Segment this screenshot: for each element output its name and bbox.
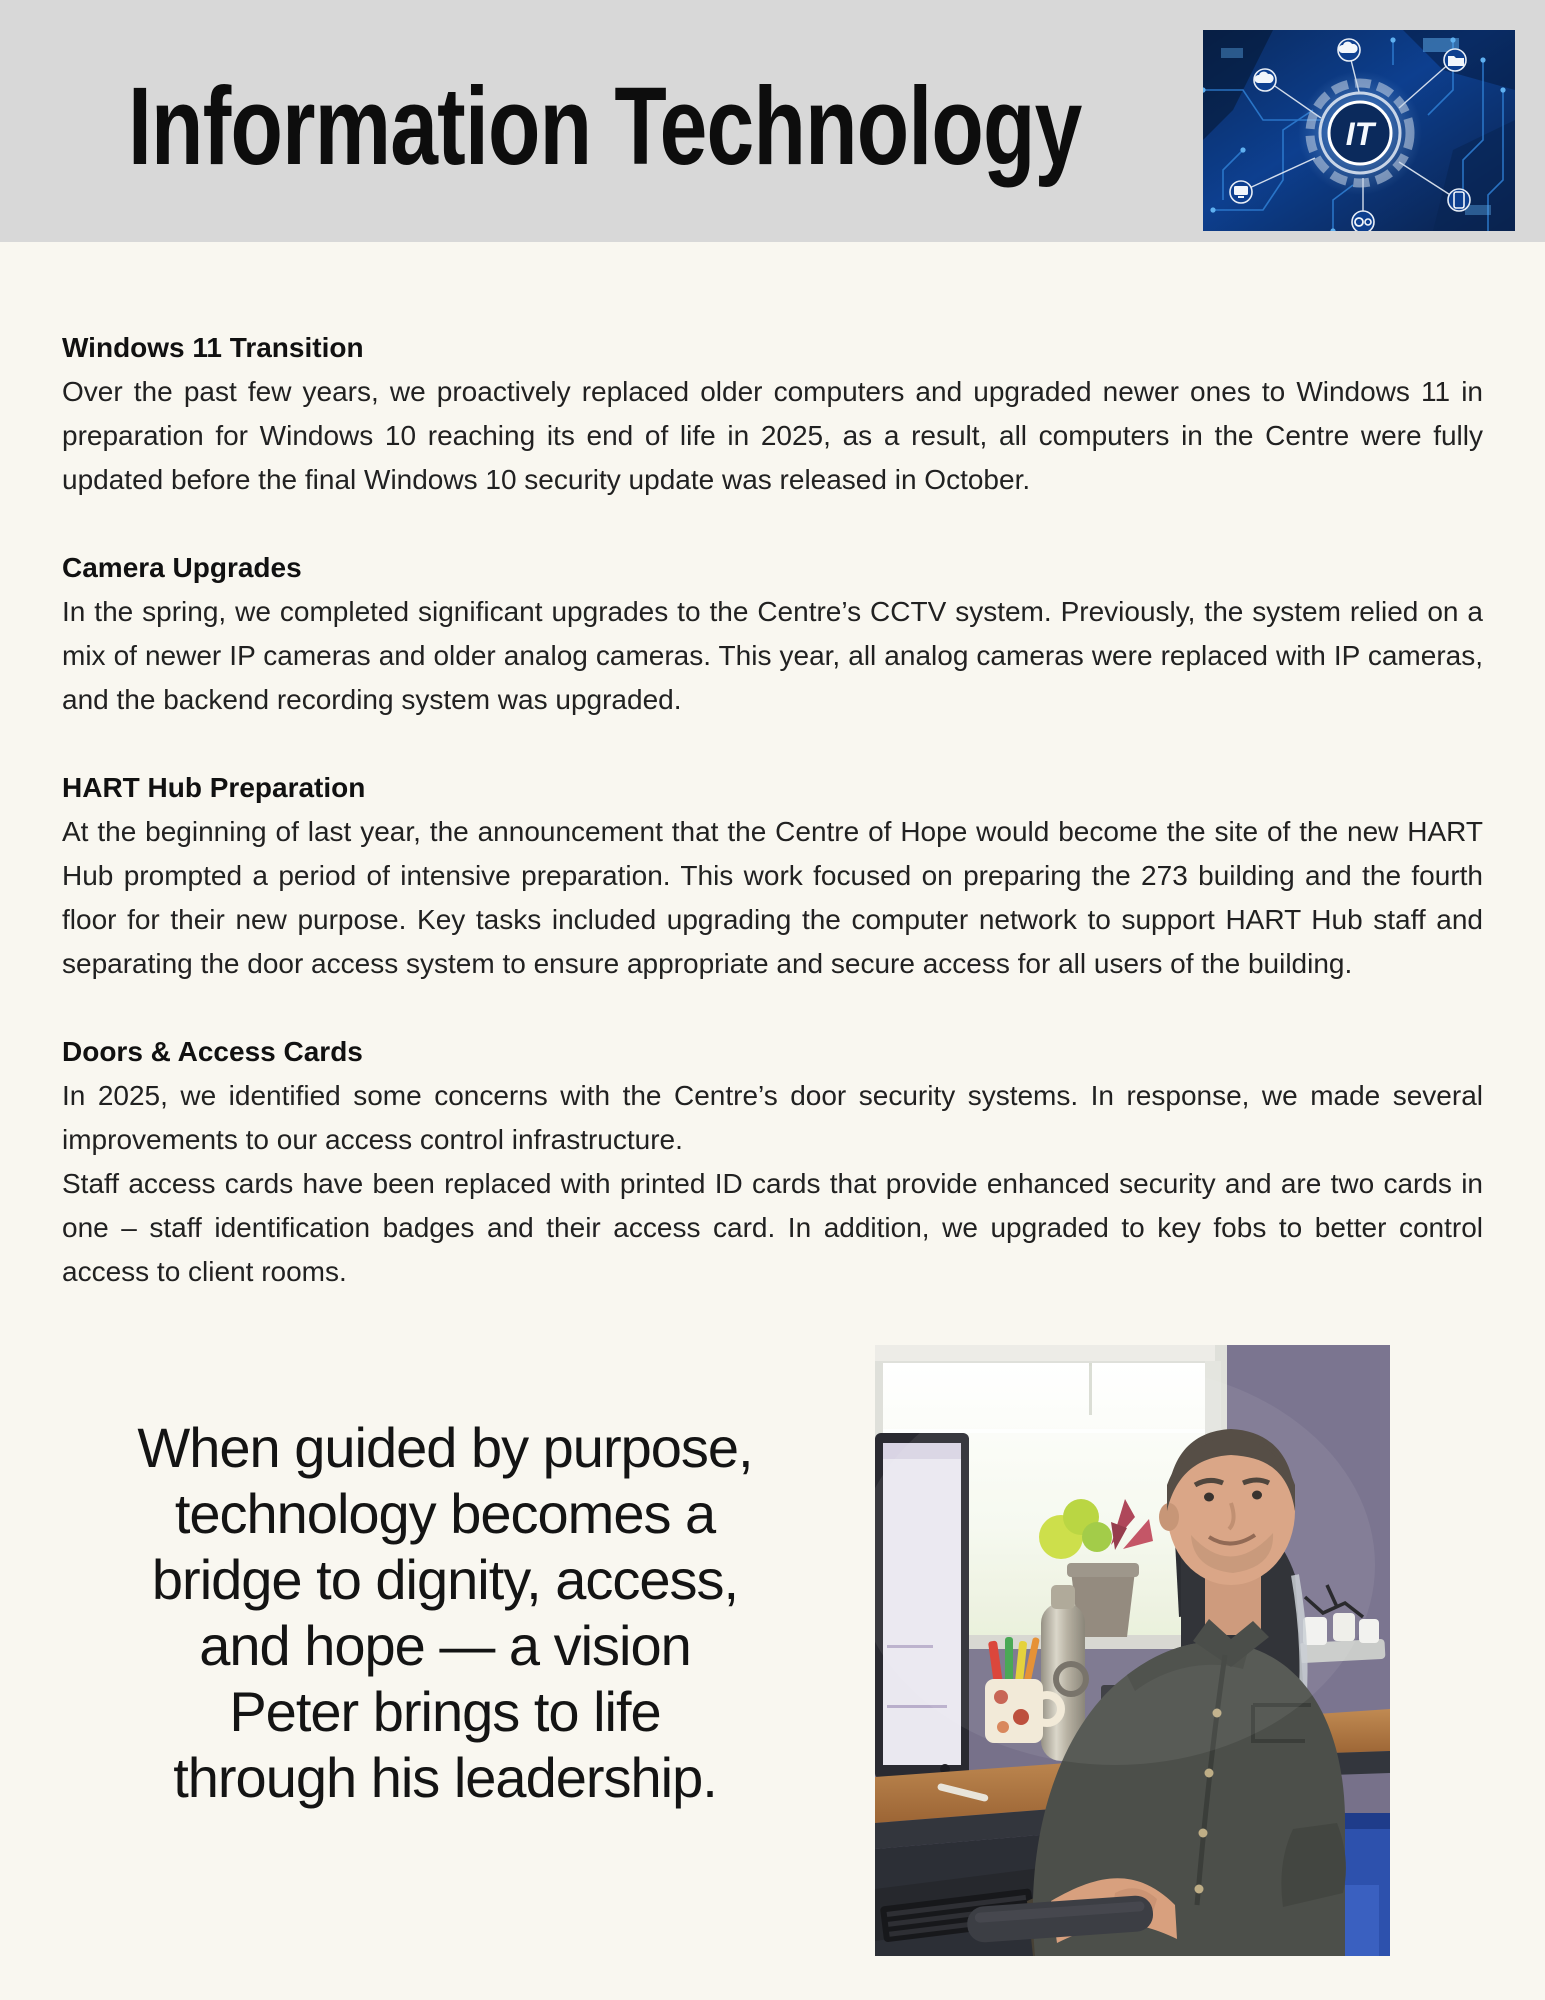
pull-quote xyxy=(65,1415,825,1811)
page-title: Information Technology xyxy=(128,65,1082,188)
section-hart-hub-preparation xyxy=(62,766,1483,986)
section-heading: HART Hub Preparation xyxy=(62,772,366,803)
it-circuit-image xyxy=(1203,30,1515,231)
phone-icon xyxy=(1448,189,1470,211)
section-paragraph: In 2025, we identified some concerns with the Centre’s door security systems. In response, we made several improvements to our access control infrastructure. xyxy=(62,1080,1483,1155)
section-paragraph: Over the past few years, we proactively replaced older computers and upgraded newer ones to Windows 11 in preparation for Windows 10 reaching its end of life in 2025, as a result, all computers in the Centre were fully updated before the final Windows 10 security update was released in October. xyxy=(62,376,1483,495)
monitor-icon xyxy=(1230,181,1252,203)
quote-line: bridge to dignity, access, xyxy=(151,1548,739,1611)
quote-line: technology becomes a xyxy=(174,1482,716,1545)
section-windows-11-transition xyxy=(62,326,1483,502)
it-badge-text: IT xyxy=(1345,116,1375,152)
body-content xyxy=(62,326,1483,1338)
header-band xyxy=(0,0,1545,242)
section-heading: Camera Upgrades xyxy=(62,552,302,583)
section-heading: Doors & Access Cards xyxy=(62,1036,363,1067)
section-doors-access-cards xyxy=(62,1030,1483,1294)
quote-line: through his leadership. xyxy=(173,1746,717,1809)
it-badge xyxy=(1298,71,1422,195)
section-paragraph: At the beginning of last year, the announcement that the Centre of Hope would become the site of the new HART Hub prompted a period of intensive preparation. This work focused on preparing the 273 building and the fourth floor for their new purpose. Key tasks included upgrading the computer network to support HART Hub staff and separating the door access system to ensure appropriate and secure access for all users of the building. xyxy=(62,816,1483,979)
section-heading: Windows 11 Transition xyxy=(62,332,364,363)
gear-icon xyxy=(1352,211,1374,231)
quote-line: and hope — a vision xyxy=(199,1614,691,1677)
quote-line: When guided by purpose, xyxy=(137,1416,753,1479)
folder-icon xyxy=(1444,49,1466,71)
section-camera-upgrades xyxy=(62,546,1483,722)
quote-line: Peter brings to life xyxy=(229,1680,661,1743)
cloud-icon xyxy=(1254,69,1276,91)
cloud-icon xyxy=(1338,39,1360,61)
section-paragraph: Staff access cards have been replaced with printed ID cards that provide enhanced security and are two cards in one – staff identification badges and their access card. In addition, we upgraded to key fobs to better control access to client rooms. xyxy=(62,1168,1483,1287)
section-paragraph: In the spring, we completed significant upgrades to the Centre’s CCTV system. Previously, the system relied on a mix of newer IP cameras and older analog cameras. This year, all analog cameras were replaced with IP cameras, and the backend recording system was upgraded. xyxy=(62,596,1483,715)
peter-photo xyxy=(875,1345,1390,1956)
